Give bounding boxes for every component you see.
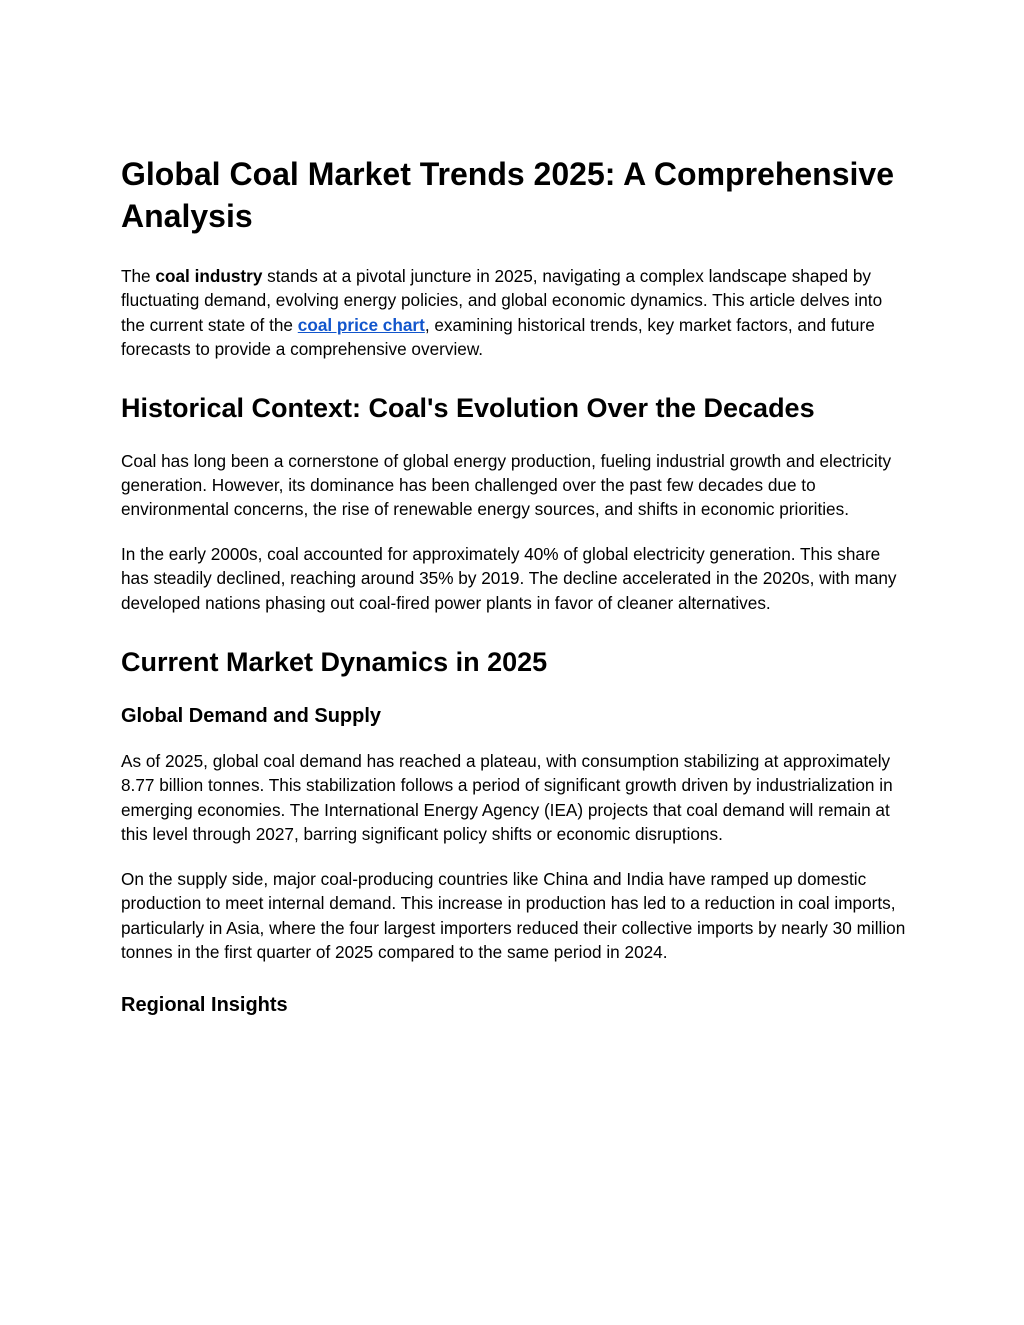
intro-text-end: , examining historical trends, key market factors, and future forecasts to provide a comprehensive overview. [121,314,875,360]
intro-paragraph [121,264,906,362]
historical-paragraph-2: In the early 2000s, coal accounted for approximately 40% of global electricity generation. This share has steadily declined, reaching around 35% by 2019. The decline accelerated in the 2020s, with many developed nations phasing out coal-fired power plants in favor of cleaner alternatives. [121,543,897,613]
intro-bold-term: coal industry [155,266,263,286]
intro-text-middle: stands at a pivotal juncture in 2025, navigating a complex landscape shaped by fluctuating demand, evolving energy policies, and global economic dynamics. This article delves into the current state of the [121,266,883,335]
subheading-demand-supply: Global Demand and Supply [121,705,382,728]
document-page [121,153,906,1038]
intro-text-start: The [121,266,156,286]
document-title: Global Coal Market Trends 2025: A Comprehensive Analysis [121,156,894,234]
historical-paragraph-1: Coal has long been a cornerstone of global energy production, fueling industrial growth and electricity generation. However, its dominance has been challenged over the past few decades due to environmental concerns, the rise of renewable energy sources, and shifts in economic priorities. [121,450,892,520]
section-heading-historical: Historical Context: Coal's Evolution Over the Decades [121,392,815,423]
section-heading-current: Current Market Dynamics in 2025 [121,647,548,678]
demand-supply-paragraph-1: As of 2025, global coal demand has reached a plateau, with consumption stabilizing at approximately 8.77 billion tonnes. This stabilization follows a period of significant growth driven by industrialization in emerging economies. The International Energy Agency (IEA) projects that coal demand will remain at this level through 2027, barring significant policy shifts or economic disruptions. [121,751,893,845]
coal-price-chart-link[interactable]: coal price chart [297,314,425,335]
demand-supply-paragraph-2: On the supply side, major coal-producing countries like China and India have ramped up domestic production to meet internal demand. This increase in production has led to a reduction in coal imports, particularly in Asia, where the four largest importers reduced their collective imports by nearly 30 million tonnes in the first quarter of 2025 compared to the same period in 2024. [121,868,906,962]
subheading-regional-insights: Regional Insights [121,994,288,1017]
